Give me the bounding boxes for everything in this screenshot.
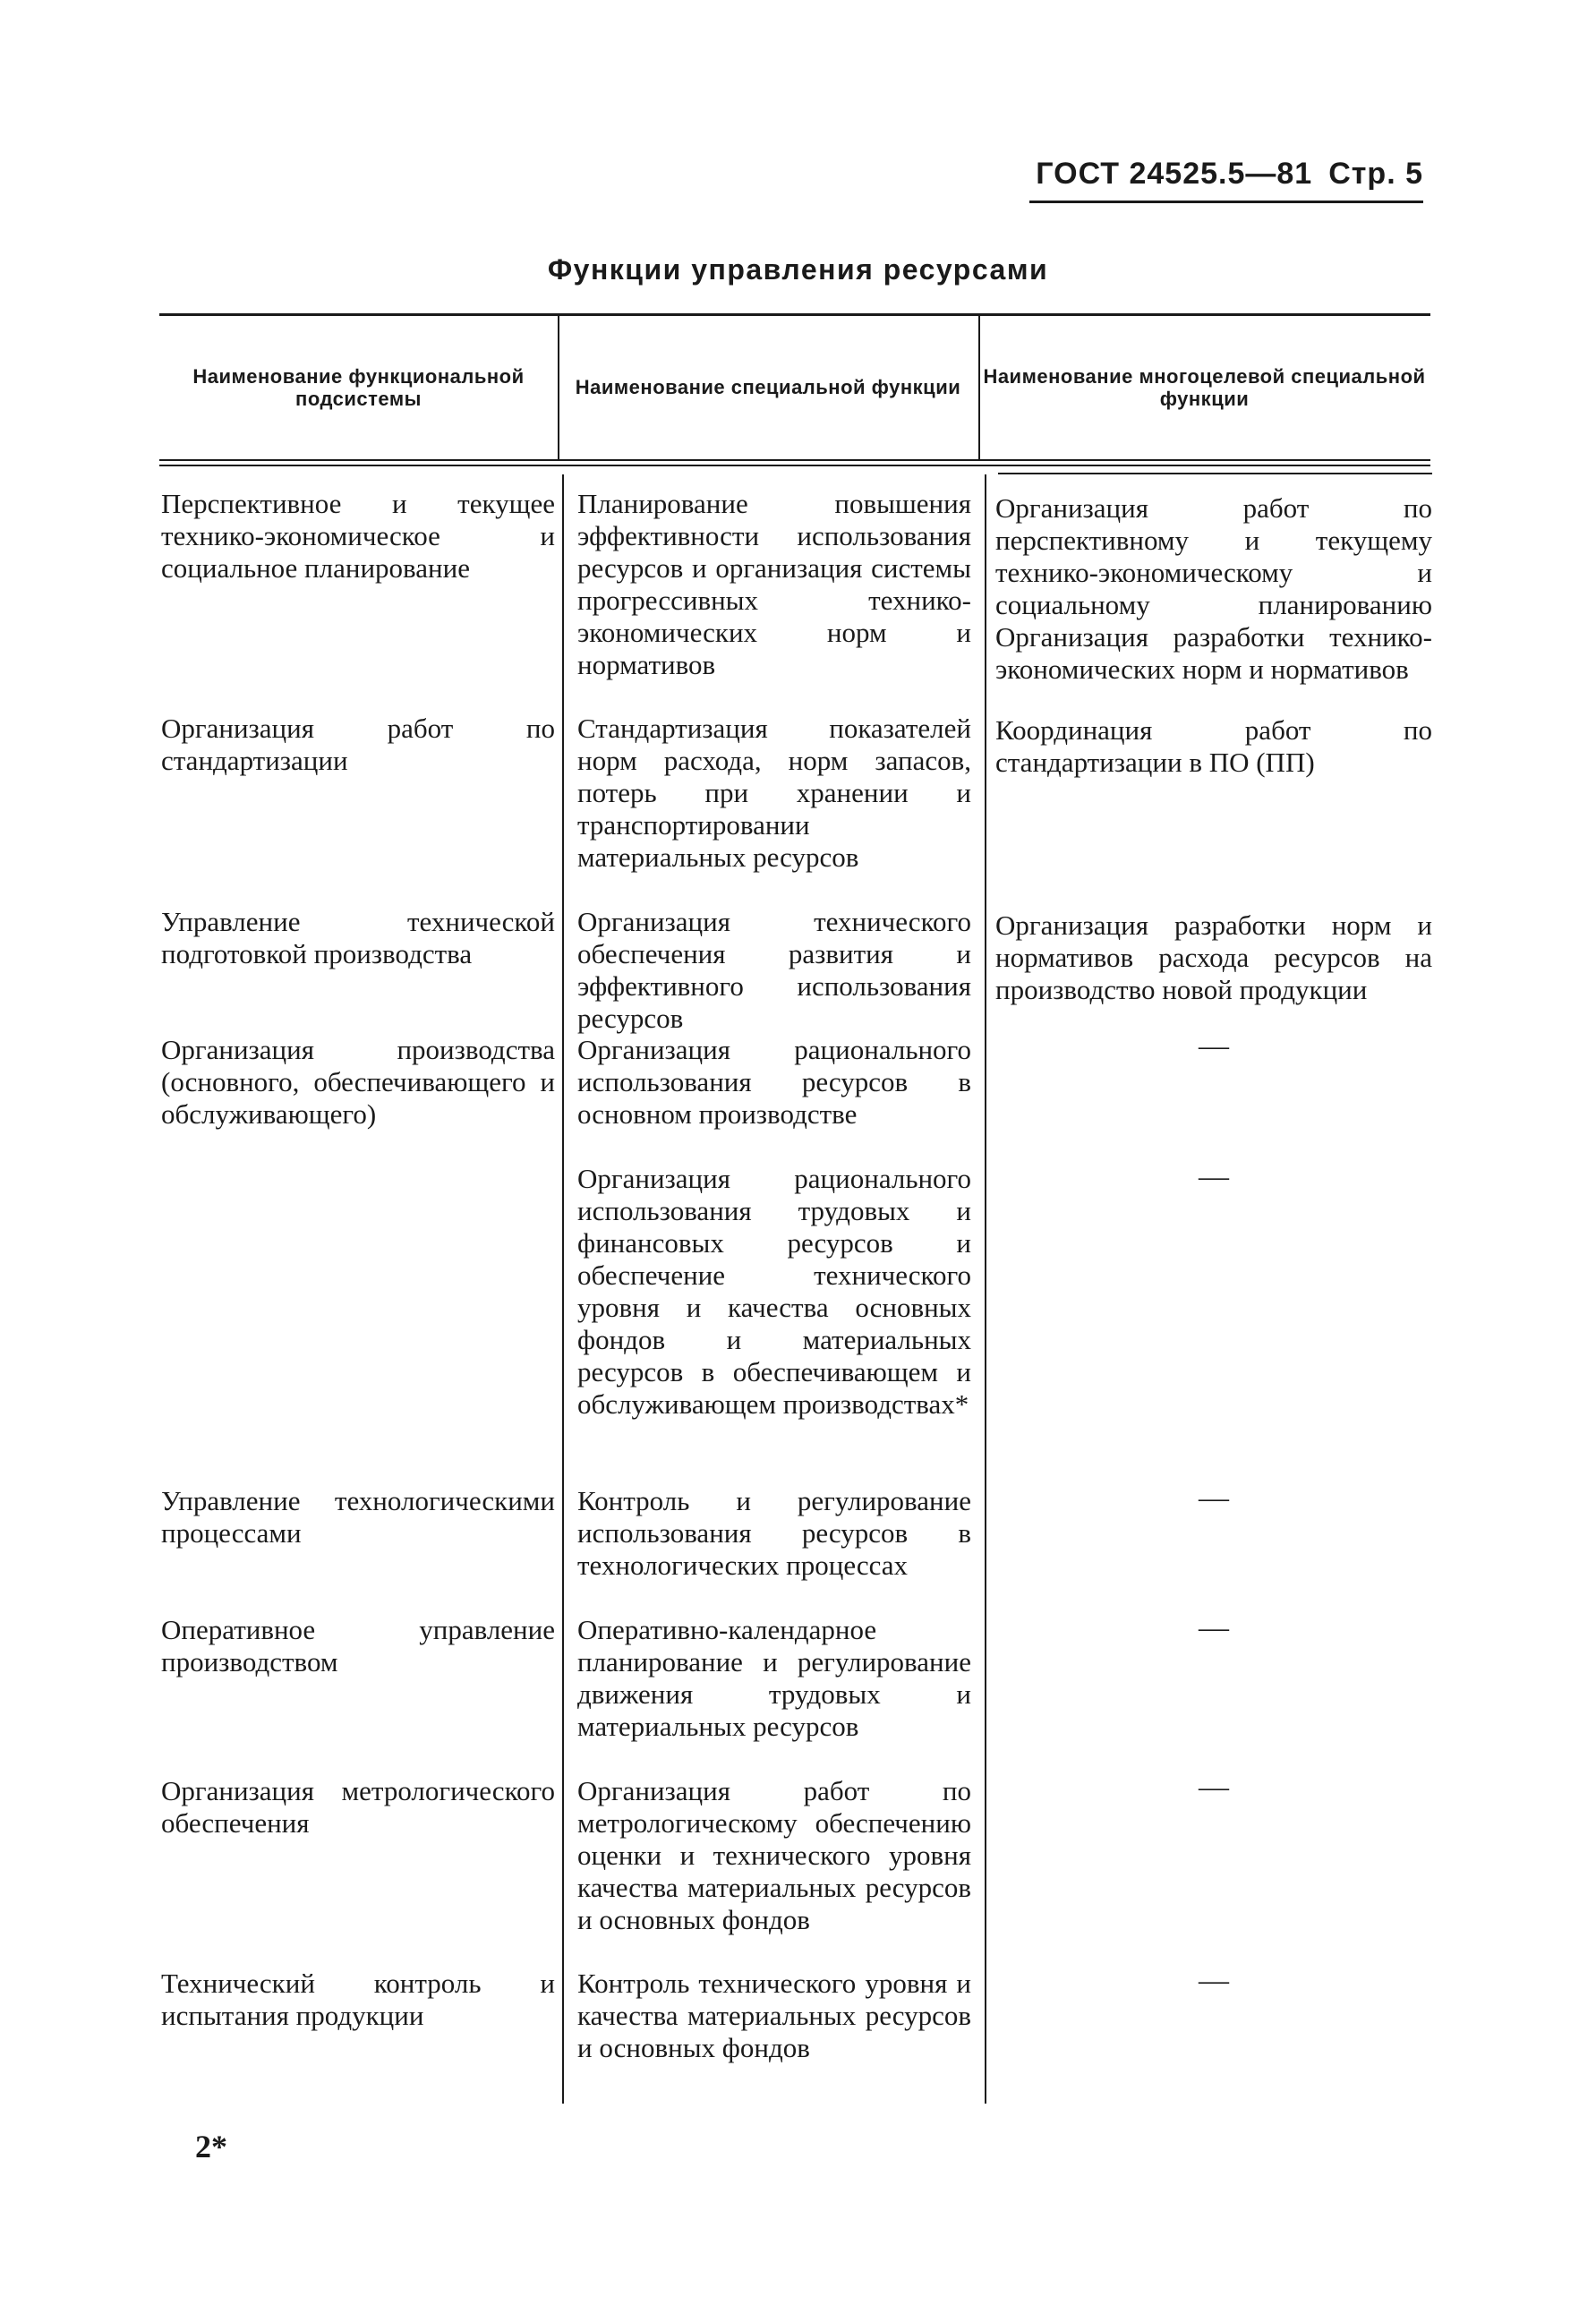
row-1-multi-function: Организация работ по перспективному и текущему технико-экономическому и социальному планированию Организация разработки технико-экономических норм и нормативов <box>995 492 1432 685</box>
header-bottom-rule-double <box>159 465 1430 466</box>
row-5-multi-function: — <box>1199 1160 1229 1193</box>
row-2-subsystem: Организация работ по стандартизации <box>161 713 555 776</box>
column-header-multi-function: Наименование многоцелевой специальной функции <box>983 364 1426 410</box>
row-2-function: Стандартизация показателей норм расхода, норм запасов, потерь при хранении и транспортировании материальных ресурсов <box>577 713 971 873</box>
row-6-subsystem: Управление технологическими процессами <box>161 1485 555 1549</box>
row-4-subsystem: Организация производства (основного, обеспечивающего и обслуживающего) <box>161 1034 555 1130</box>
row-8-multi-function: — <box>1199 1771 1229 1804</box>
row-5-function: Организация рационального использования трудовых и финансовых ресурсов и обеспечение технического уровня и качества основных фондов и материальных ресурсов в обеспечивающем и обслуживающем производствах* <box>577 1163 971 1420</box>
row-7-subsystem: Оперативное управление производством <box>161 1614 555 1678</box>
page-header <box>1029 157 1423 203</box>
row-3-multi-function: Организация разработки норм и нормативов расхода ресурсов на производство новой продукции <box>995 909 1432 1005</box>
page-number: Стр. 5 <box>1328 157 1423 191</box>
row-9-subsystem: Технический контроль и испытания продукции <box>161 1968 555 2031</box>
column-divider-2 <box>985 474 986 2104</box>
column-divider-1 <box>562 474 564 2104</box>
row-9-multi-function: — <box>1199 1964 1229 1997</box>
row-8-function: Организация работ по метрологическому обеспечению оценки и технического уровня качества материальных ресурсов и основных фондов <box>577 1775 971 1935</box>
column-header-subsystem: Наименование функциональной подсистемы <box>192 364 525 410</box>
row-6-function: Контроль и регулирование использования ресурсов в технологических процессах <box>577 1485 971 1581</box>
row-2-multi-function: Координация работ по стандартизации в ПО (ПП) <box>995 714 1432 778</box>
row-7-multi-function: — <box>1199 1611 1229 1644</box>
row-9-function: Контроль технического уровня и качества материальных ресурсов и основных фондов <box>577 1968 971 2063</box>
row-7-function: Оперативно-календарное планирование и регулирование движения трудовых и материальных ресурсов <box>577 1614 971 1742</box>
page-signature-mark: 2* <box>195 2129 227 2164</box>
column-header-function: Наименование специальной функции <box>575 376 961 399</box>
header-divider-1 <box>558 316 559 459</box>
row-3-function: Организация технического обеспечения развития и эффективного использования ресурсов <box>577 906 971 1034</box>
row-1-function: Планирование повышения эффективности использования ресурсов и организация системы прогрессивных технико-экономических норм и нормативов <box>577 488 971 680</box>
row-4-function: Организация рационального использования ресурсов в основном производстве <box>577 1034 971 1130</box>
standard-number: ГОСТ 24525.5—81 <box>1036 157 1313 191</box>
row-6-multi-function: — <box>1199 1481 1229 1515</box>
row-3-subsystem: Управление технической подготовкой производства <box>161 906 555 969</box>
row-8-subsystem: Организация метрологического обеспечения <box>161 1775 555 1839</box>
row-1-subsystem: Перспективное и текущее технико-экономическое и социальное планирование <box>161 488 555 584</box>
header-divider-2 <box>978 316 980 459</box>
column-3-short-rule <box>998 473 1432 474</box>
table-header-row <box>159 316 1430 459</box>
table-title: Функции управления ресурсами <box>547 253 1049 286</box>
header-bottom-rule <box>159 459 1430 461</box>
row-4-multi-function: — <box>1199 1029 1229 1063</box>
